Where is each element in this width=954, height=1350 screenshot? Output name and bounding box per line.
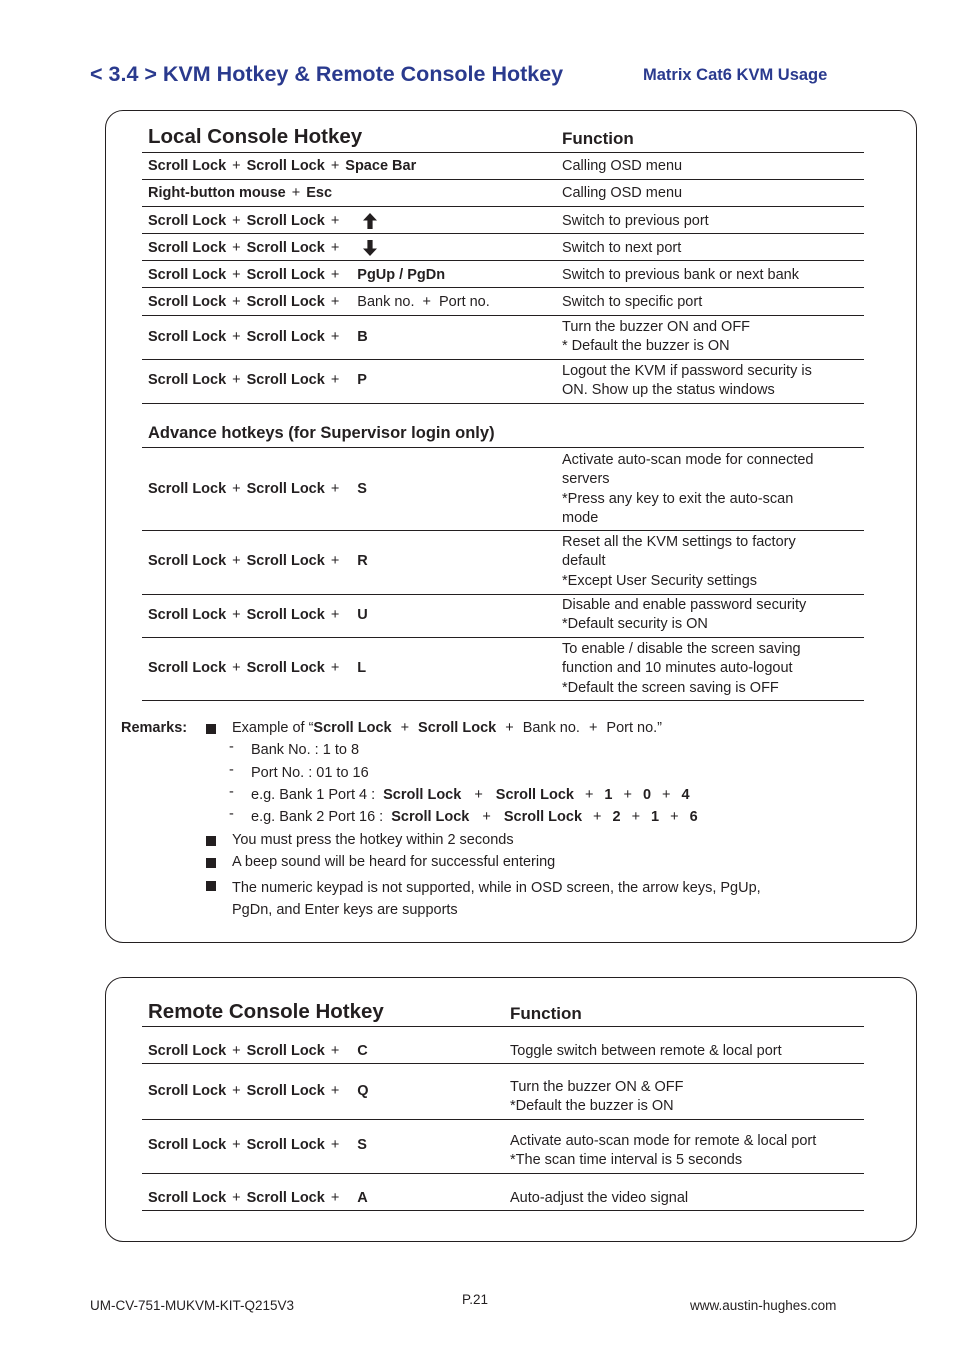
hotkey-combo: Scroll Lock + Scroll Lock + L	[148, 660, 367, 676]
dash-bullet: -	[229, 739, 234, 755]
hotkey-combo: Right-button mouse + Esc	[148, 185, 333, 201]
advance-header-rule	[142, 447, 864, 448]
row-divider	[142, 637, 864, 638]
hotkey-combo: Scroll Lock + Scroll Lock + S	[148, 1137, 367, 1153]
function-description: Turn the buzzer ON & OFF *Default the buzzer is ON	[510, 1079, 684, 1115]
function-description: Disable and enable password security *Default security is ON	[562, 597, 807, 633]
row-divider	[142, 1119, 864, 1120]
row-divider	[142, 260, 864, 261]
hotkey-combo: Scroll Lock + Scroll Lock + PgUp / PgDn	[148, 267, 446, 283]
hotkey-combo: Scroll Lock + Scroll Lock + R	[148, 553, 368, 569]
function-description: Activate auto-scan mode for connected servers *Press any key to exit the auto-scan mode	[562, 452, 814, 526]
local-console-title: Local Console Hotkey	[148, 125, 363, 148]
function-description: Activate auto-scan mode for remote & local port *The scan time interval is 5 seconds	[510, 1133, 817, 1169]
bullet-square-icon	[206, 836, 216, 846]
remote-function-header: Function	[510, 1004, 582, 1023]
dash-bullet: -	[229, 784, 234, 800]
row-divider	[142, 359, 864, 360]
row-divider	[142, 179, 864, 180]
row-divider	[142, 233, 864, 234]
function-description: Auto-adjust the video signal	[510, 1190, 689, 1206]
hotkey-combo: Scroll Lock + Scroll Lock + B	[148, 329, 368, 345]
footer-doc-id: UM-CV-751-MUKVM-KIT-Q215V3	[90, 1298, 295, 1313]
hotkey-combo: Scroll Lock + Scroll Lock + Space Bar	[148, 158, 417, 174]
bullet-square-icon	[206, 724, 216, 734]
hotkey-combo: Scroll Lock + Scroll Lock + P	[148, 372, 367, 388]
row-divider	[142, 1173, 864, 1174]
function-description: Switch to previous bank or next bank	[562, 267, 799, 283]
function-description: Toggle switch between remote & local port	[510, 1043, 782, 1059]
row-divider	[142, 1063, 864, 1064]
table-bottom-rule	[142, 403, 864, 404]
hotkey-combo: Scroll Lock + Scroll Lock +	[148, 213, 377, 229]
remark-keypad: The numeric keypad is not supported, while in OSD screen, the arrow keys, PgUp, PgDn, and Enter keys are supports	[232, 880, 761, 918]
dash-bullet: -	[229, 762, 234, 778]
function-description: Switch to specific port	[562, 294, 703, 310]
function-description: Turn the buzzer ON and OFF * Default the buzzer is ON	[562, 319, 751, 355]
row-divider	[142, 287, 864, 288]
hotkey-combo: Scroll Lock + Scroll Lock + A	[148, 1190, 368, 1206]
function-description: Switch to next port	[562, 240, 682, 256]
function-description: Reset all the KVM settings to factory default *Except User Security settings	[562, 534, 796, 589]
row-divider	[142, 594, 864, 595]
arrow-up-icon	[363, 213, 377, 229]
remark-port-range: Port No. : 01 to 16	[251, 765, 369, 781]
hotkey-combo: Scroll Lock + Scroll Lock + U	[148, 607, 368, 623]
remark-example-2: e.g. Bank 2 Port 16 : Scroll Lock + Scroll Lock + 2 + 1 + 6	[251, 809, 698, 825]
function-description: Calling OSD menu	[562, 158, 683, 174]
remark-beep: A beep sound will be heard for successful entering	[232, 854, 556, 870]
remark-example-1: e.g. Bank 1 Port 4 : Scroll Lock + Scroll Lock + 1 + 0 + 4	[251, 787, 690, 803]
footer-website: www.austin-hughes.com	[690, 1298, 837, 1313]
hotkey-combo: Scroll Lock + Scroll Lock + S	[148, 481, 367, 497]
bullet-square-icon	[206, 858, 216, 868]
remote-header-rule	[142, 1026, 864, 1027]
hotkey-combo: Scroll Lock + Scroll Lock +	[148, 240, 377, 256]
remarks-label: Remarks:	[121, 720, 188, 736]
arrow-down-icon	[363, 240, 377, 256]
function-description: Switch to previous port	[562, 213, 709, 229]
bullet-square-icon	[206, 881, 216, 891]
row-divider	[142, 315, 864, 316]
remark-bank-range: Bank No. : 1 to 8	[251, 742, 360, 758]
function-description: Logout the KVM if password security is ON. Show up the status windows	[562, 363, 812, 399]
hotkey-combo: Scroll Lock + Scroll Lock + C	[148, 1043, 368, 1059]
row-divider	[142, 530, 864, 531]
remark-example: Example of “Scroll Lock + Scroll Lock + Bank no. + Port no.”	[232, 720, 663, 736]
local-header-rule	[142, 152, 864, 153]
local-function-header: Function	[562, 129, 634, 148]
remark-timing: You must press the hotkey within 2 seconds	[232, 832, 514, 848]
row-divider	[142, 206, 864, 207]
hotkey-combo: Scroll Lock + Scroll Lock + Bank no. + Port no.	[148, 294, 490, 310]
section-title: < 3.4 > KVM Hotkey & Remote Console Hotkey	[90, 62, 564, 86]
function-description: To enable / disable the screen saving function and 10 minutes auto-logout *Default the screen saving is OFF	[562, 641, 801, 696]
footer-page-number: P.21	[462, 1292, 489, 1307]
table-bottom-rule	[142, 700, 864, 701]
table-bottom-rule	[142, 1210, 864, 1211]
dash-bullet: -	[229, 806, 234, 822]
advance-hotkeys-title: Advance hotkeys (for Supervisor login only)	[148, 424, 495, 442]
remote-console-title: Remote Console Hotkey	[148, 1000, 384, 1023]
function-description: Calling OSD menu	[562, 185, 683, 201]
header-chapter-title: Matrix Cat6 KVM Usage	[643, 66, 828, 84]
hotkey-combo: Scroll Lock + Scroll Lock + Q	[148, 1083, 369, 1099]
